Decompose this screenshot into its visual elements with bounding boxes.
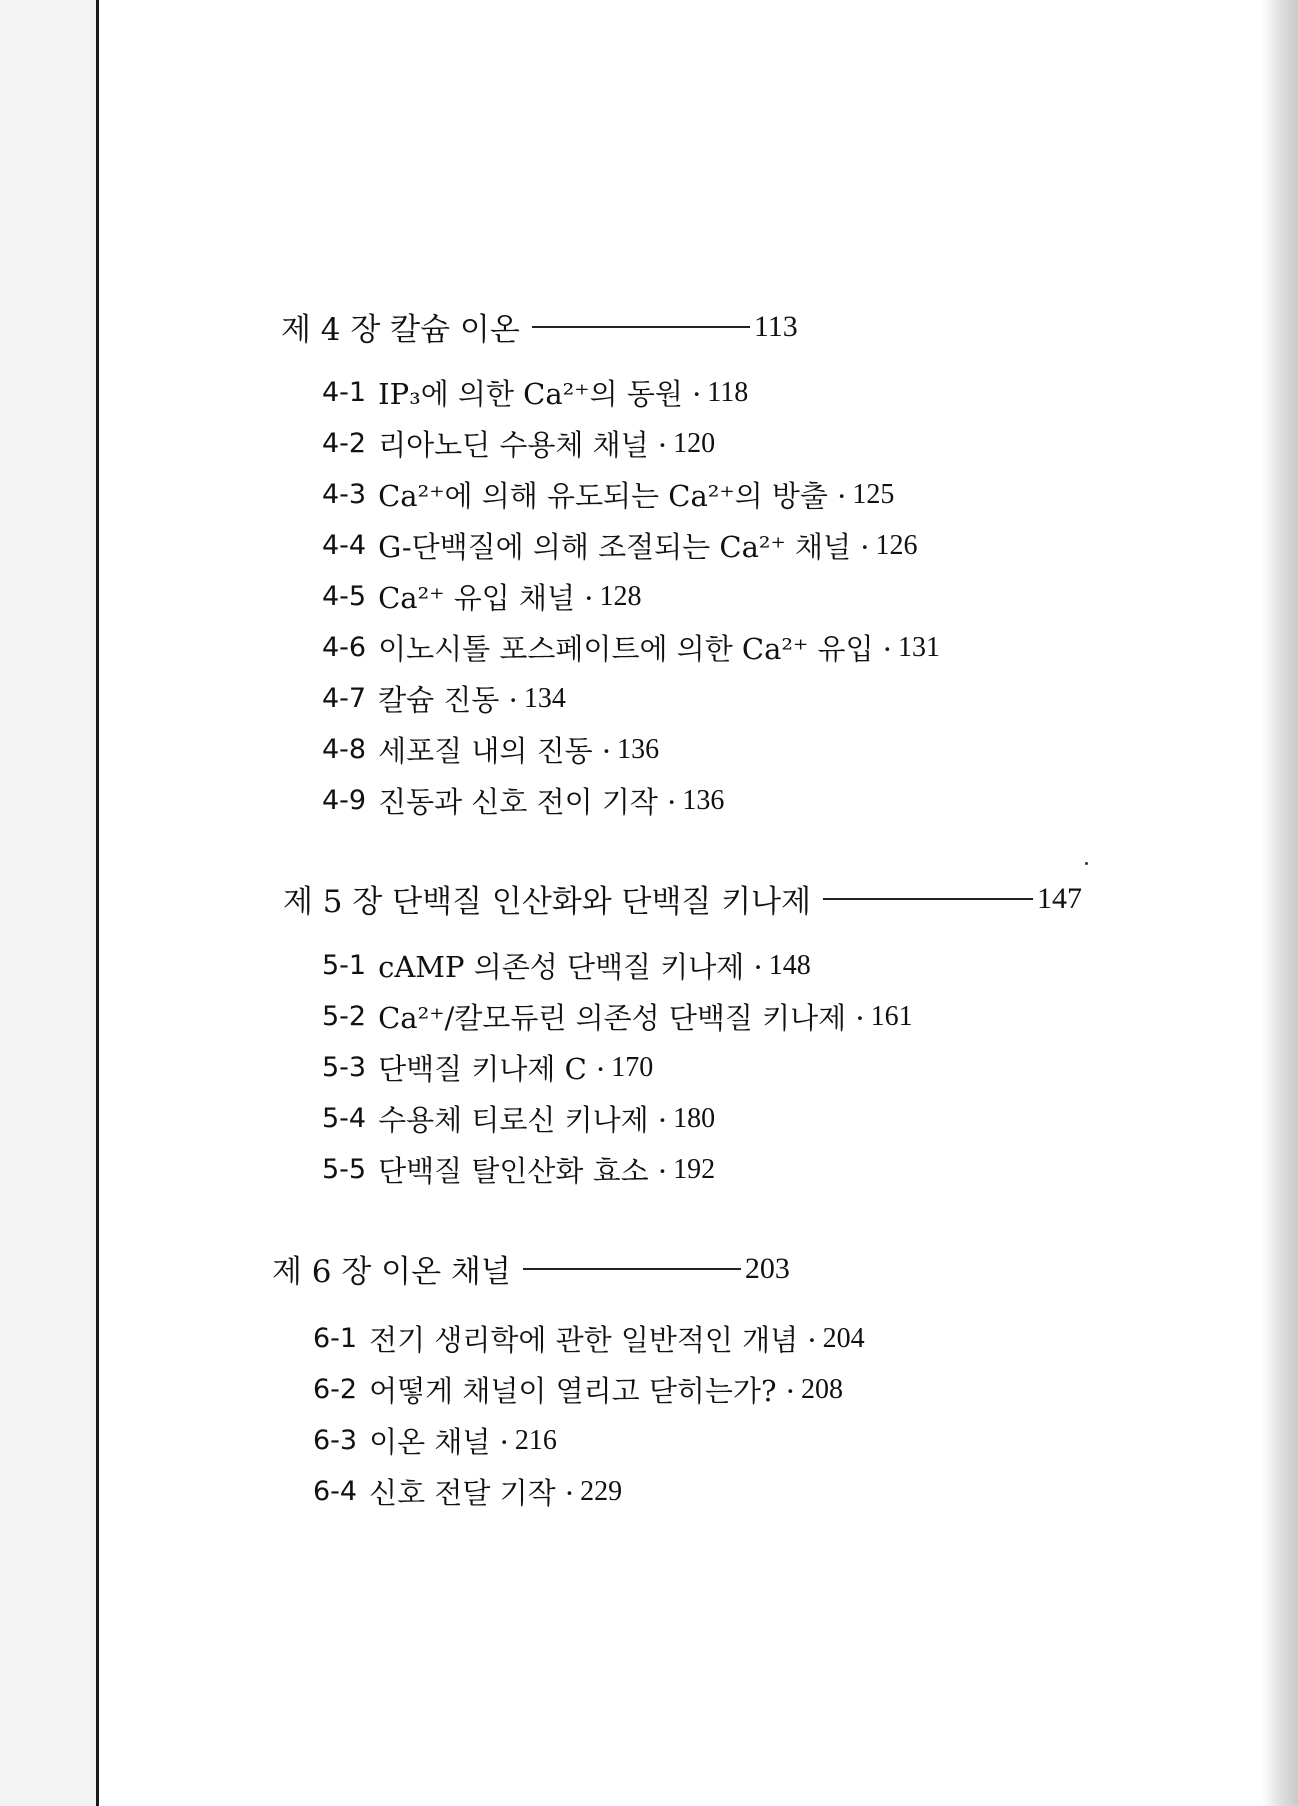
chapter-6-heading xyxy=(272,1246,790,1291)
toc-entry xyxy=(322,1042,913,1093)
entry-page: 134 xyxy=(523,682,566,714)
entry-title: 리아노딘 수용체 채널 · xyxy=(378,428,668,462)
entry-title: 세포질 내의 진동 · xyxy=(378,734,612,768)
stray-print-dot xyxy=(1085,862,1088,865)
toc-entry xyxy=(322,1093,913,1144)
entry-title: 전기 생리학에 관한 일반적인 개념 · xyxy=(369,1323,817,1357)
chapter-4-heading xyxy=(281,304,798,349)
entry-title: Ca²⁺/칼모듀린 의존성 단백질 키나제 · xyxy=(378,1001,865,1035)
chapter-6-page: 203 xyxy=(744,1251,790,1285)
entry-title: 진동과 신호 전이 기작 · xyxy=(378,785,677,819)
chapter-5-title: 제 5 장 단백질 인산화와 단백질 키나제 xyxy=(283,884,812,920)
entry-number: 5-2 xyxy=(322,1001,367,1032)
entry-title: 단백질 탈인산화 효소 · xyxy=(378,1154,668,1188)
entry-number: 6-2 xyxy=(313,1374,358,1405)
entry-title: 칼슘 진동 · xyxy=(378,683,518,717)
entry-number: 5-5 xyxy=(322,1154,367,1185)
chapter-5-entries xyxy=(322,940,913,1195)
chapter-5-heading xyxy=(283,876,1082,921)
entry-title: G-단백질에 의해 조절되는 Ca²⁺ 채널 · xyxy=(378,530,870,564)
entry-number: 6-4 xyxy=(313,1476,358,1507)
entry-title: IP₃에 의한 Ca²⁺의 동원 · xyxy=(378,377,702,411)
toc-entry xyxy=(313,1313,865,1364)
entry-page: 128 xyxy=(599,580,642,612)
entry-title: 이노시톨 포스페이트에 의한 Ca²⁺ 유입 · xyxy=(378,632,893,666)
entry-number: 5-1 xyxy=(322,950,367,981)
entry-page: 180 xyxy=(673,1102,716,1134)
entry-number: 4-8 xyxy=(322,734,367,765)
entry-page: 120 xyxy=(673,427,716,459)
entry-page: 126 xyxy=(875,529,918,561)
entry-title: 이온 채널 · xyxy=(369,1425,509,1459)
toc-entry xyxy=(322,367,940,418)
entry-page: 216 xyxy=(514,1424,557,1456)
entry-number: 4-3 xyxy=(322,479,367,510)
entry-number: 4-5 xyxy=(322,581,367,612)
entry-page: 208 xyxy=(800,1373,843,1405)
toc-entry xyxy=(322,418,940,469)
entry-page: 118 xyxy=(707,376,749,408)
toc-entry xyxy=(322,775,940,826)
entry-page: 161 xyxy=(870,1000,913,1032)
chapter-6-title: 제 6 장 이온 채널 xyxy=(272,1254,511,1290)
entry-number: 6-3 xyxy=(313,1425,358,1456)
toc-entry xyxy=(313,1415,865,1466)
entry-page: 136 xyxy=(682,784,725,816)
entry-number: 4-1 xyxy=(322,377,367,408)
toc-entry xyxy=(322,520,940,571)
entry-number: 4-2 xyxy=(322,428,367,459)
chapter-4-entries xyxy=(322,367,940,826)
entry-number: 6-1 xyxy=(313,1323,358,1354)
chapter-5-page: 147 xyxy=(1037,881,1083,915)
entry-number: 4-4 xyxy=(322,530,367,561)
entry-page: 131 xyxy=(898,631,941,663)
chapter-4-title: 제 4 장 칼슘 이온 xyxy=(281,312,520,348)
toc-entry xyxy=(313,1364,865,1415)
entry-title: 신호 전달 기작 · xyxy=(369,1476,575,1510)
toc-entry xyxy=(313,1466,865,1517)
chapter-6-leader-line xyxy=(523,1268,741,1270)
chapter-5-leader-line xyxy=(823,898,1033,900)
toc-entry xyxy=(322,622,940,673)
entry-page: 170 xyxy=(611,1051,654,1083)
entry-page: 148 xyxy=(768,949,811,981)
chapter-6-entries xyxy=(313,1313,865,1517)
entry-title: cAMP 의존성 단백질 키나제 · xyxy=(378,950,763,984)
entry-page: 229 xyxy=(580,1475,623,1507)
entry-title: 단백질 키나제 C · xyxy=(378,1052,606,1086)
entry-number: 4-9 xyxy=(322,785,367,816)
entry-title: 어떻게 채널이 열리고 닫히는가? · xyxy=(369,1374,795,1408)
toc-entry xyxy=(322,940,913,991)
entry-page: 136 xyxy=(617,733,660,765)
entry-title: Ca²⁺에 의해 유도되는 Ca²⁺의 방출 · xyxy=(378,479,847,513)
entry-number: 4-7 xyxy=(322,683,367,714)
entry-number: 5-3 xyxy=(322,1052,367,1083)
entry-page: 192 xyxy=(673,1153,716,1185)
chapter-4-leader-line xyxy=(532,326,750,328)
toc-entry xyxy=(322,1144,913,1195)
entry-number: 5-4 xyxy=(322,1103,367,1134)
entry-page: 125 xyxy=(852,478,895,510)
entry-page: 204 xyxy=(822,1322,865,1354)
toc-entry xyxy=(322,991,913,1042)
entry-title: Ca²⁺ 유입 채널 · xyxy=(378,581,594,615)
toc-entry xyxy=(322,673,940,724)
entry-title: 수용체 티로신 키나제 · xyxy=(378,1103,668,1137)
toc-entry xyxy=(322,571,940,622)
toc-entry xyxy=(322,724,940,775)
toc-entry xyxy=(322,469,940,520)
entry-number: 4-6 xyxy=(322,632,367,663)
chapter-4-page: 113 xyxy=(753,309,798,343)
